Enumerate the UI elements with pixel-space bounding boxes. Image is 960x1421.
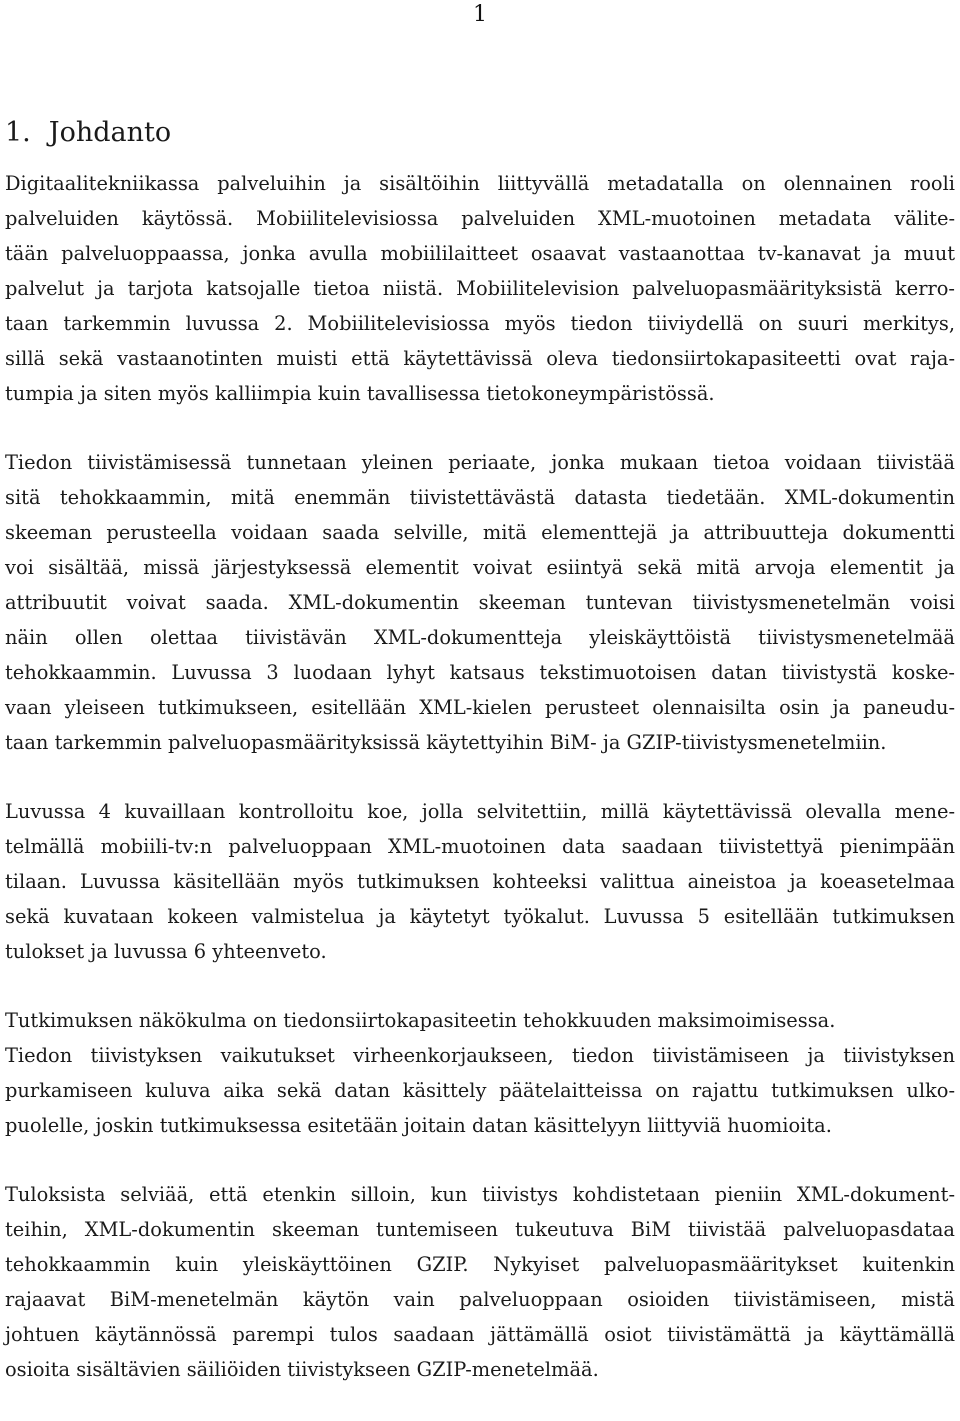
paragraph-line: sillä sekä vastaanotinten muisti että käytettävissä oleva tiedonsiirtokapasiteetti ovat raja- bbox=[5, 347, 955, 370]
section-heading bbox=[5, 116, 171, 150]
body-text bbox=[5, 166, 955, 1421]
section-number: 1. bbox=[5, 117, 31, 148]
paragraph-line: tehokkaammin. Luvussa 3 luodaan lyhyt katsaus tekstimuotoisen datan tiivistystä koske- bbox=[5, 661, 955, 684]
paragraph-line: Digitaalitekniikassa palveluihin ja sisältöihin liittyvällä metadatalla on olennainen rooli bbox=[5, 172, 955, 195]
paragraph-line: Luvussa 4 kuvaillaan kontrolloitu koe, jolla selvitettiin, millä käytettävissä olevalla mene- bbox=[5, 800, 955, 823]
paragraph-line: teihin, XML-dokumentin skeeman tuntemiseen tukeutuva BiM tiivistää palveluopasdataa bbox=[5, 1218, 955, 1241]
paragraph-line: palvelut ja tarjota katsojalle tietoa niistä. Mobiilitelevision palveluopasmäärityksistä kerro- bbox=[5, 277, 955, 300]
paragraph-line: tulokset ja luvussa 6 yhteenveto. bbox=[5, 940, 327, 963]
paragraph-line: tään palveluoppaassa, jonka avulla mobiililaitteet osaavat vastaanottaa tv-kanavat ja muut bbox=[5, 242, 955, 265]
paragraph-line: Tutkimuksen näkökulma on tiedonsiirtokapasiteetin tehokkuuden maksimoimisessa. bbox=[5, 1009, 836, 1032]
paragraph-line: näin ollen olettaa tiivistävän XML-dokumentteja yleiskäyttöistä tiivistysmenetelmää bbox=[5, 626, 955, 649]
paragraph-line: vaan yleiseen tutkimukseen, esitellään XML-kielen perusteet olennaisilta osin ja paneudu- bbox=[5, 696, 955, 719]
paragraph-line: tehokkaammin kuin yleiskäyttöinen GZIP. Nykyiset palveluopasmääritykset kuitenkin bbox=[5, 1253, 955, 1276]
paragraph-line: johtuen käytännössä parempi tulos saadaan jättämällä osiot tiivistämättä ja käyttämällä bbox=[5, 1323, 955, 1346]
paragraph-line: sitä tehokkaammin, mitä enemmän tiivistettävästä datasta tiedetään. XML-dokumentin bbox=[5, 486, 955, 509]
page-number: 1 bbox=[473, 2, 487, 27]
paragraph-1 bbox=[5, 166, 955, 411]
paragraph-2 bbox=[5, 445, 955, 760]
paragraph-line: sekä kuvataan kokeen valmistelua ja käytetyt työkalut. Luvussa 5 esitellään tutkimuksen bbox=[5, 905, 955, 928]
paragraph-5 bbox=[5, 1177, 955, 1387]
paragraph-line: taan tarkemmin luvussa 2. Mobiilitelevisiossa myös tiedon tiiviydellä on suuri merkitys, bbox=[5, 312, 955, 335]
paragraph-line: purkamiseen kuluva aika sekä datan käsittely päätelaitteissa on rajattu tutkimuksen ulko- bbox=[5, 1079, 955, 1102]
paragraph-line: rajaavat BiM-menetelmän käytön vain palveluoppaan osioiden tiivistämiseen, mistä bbox=[5, 1288, 955, 1311]
paragraph-line: voi sisältää, missä järjestyksessä elementit voivat esiintyä sekä mitä arvoja elementit ja bbox=[5, 556, 955, 579]
paragraph-line: palveluiden käytössä. Mobiilitelevisiossa palveluiden XML-muotoinen metadata välite- bbox=[5, 207, 955, 230]
paragraph-line: tumpia ja siten myös kalliimpia kuin tavallisessa tietokoneympäristössä. bbox=[5, 382, 715, 405]
paragraph-line: skeeman perusteella voidaan saada selville, mitä elementtejä ja attribuutteja dokumentti bbox=[5, 521, 955, 544]
paragraph-line: telmällä mobiili-tv:n palveluoppaan XML-muotoinen data saadaan tiivistettyä pienimpään bbox=[5, 835, 955, 858]
paragraph-line: puolelle, joskin tutkimuksessa esitetään joitain datan käsittelyyn liittyviä huomioita. bbox=[5, 1114, 832, 1137]
paragraph-3 bbox=[5, 794, 955, 969]
paragraph-line: taan tarkemmin palveluopasmäärityksissä käytettyihin BiM- ja GZIP-tiivistysmenetelmiin. bbox=[5, 731, 887, 754]
paragraph-line: Tuloksista selviää, että etenkin silloin, kun tiivistys kohdistetaan pieniin XML-dokument- bbox=[5, 1183, 955, 1206]
paragraph-line: tilaan. Luvussa käsitellään myös tutkimuksen kohteeksi valittua aineistoa ja koeasetelmaa bbox=[5, 870, 955, 893]
paragraph-line: osioita sisältävien säiliöiden tiivistykseen GZIP-menetelmää. bbox=[5, 1358, 599, 1381]
paragraph-line: attribuutit voivat saada. XML-dokumentin skeeman tuntevan tiivistysmenetelmän voisi bbox=[5, 591, 955, 614]
paragraph-line: Tiedon tiivistämisessä tunnetaan yleinen periaate, jonka mukaan tietoa voidaan tiivistää bbox=[5, 451, 955, 474]
section-title: Johdanto bbox=[48, 117, 172, 148]
paragraph-line: Tiedon tiivistyksen vaikutukset virheenkorjaukseen, tiedon tiivistämiseen ja tiivistyksen bbox=[5, 1044, 955, 1067]
paragraph-4 bbox=[5, 1003, 955, 1143]
